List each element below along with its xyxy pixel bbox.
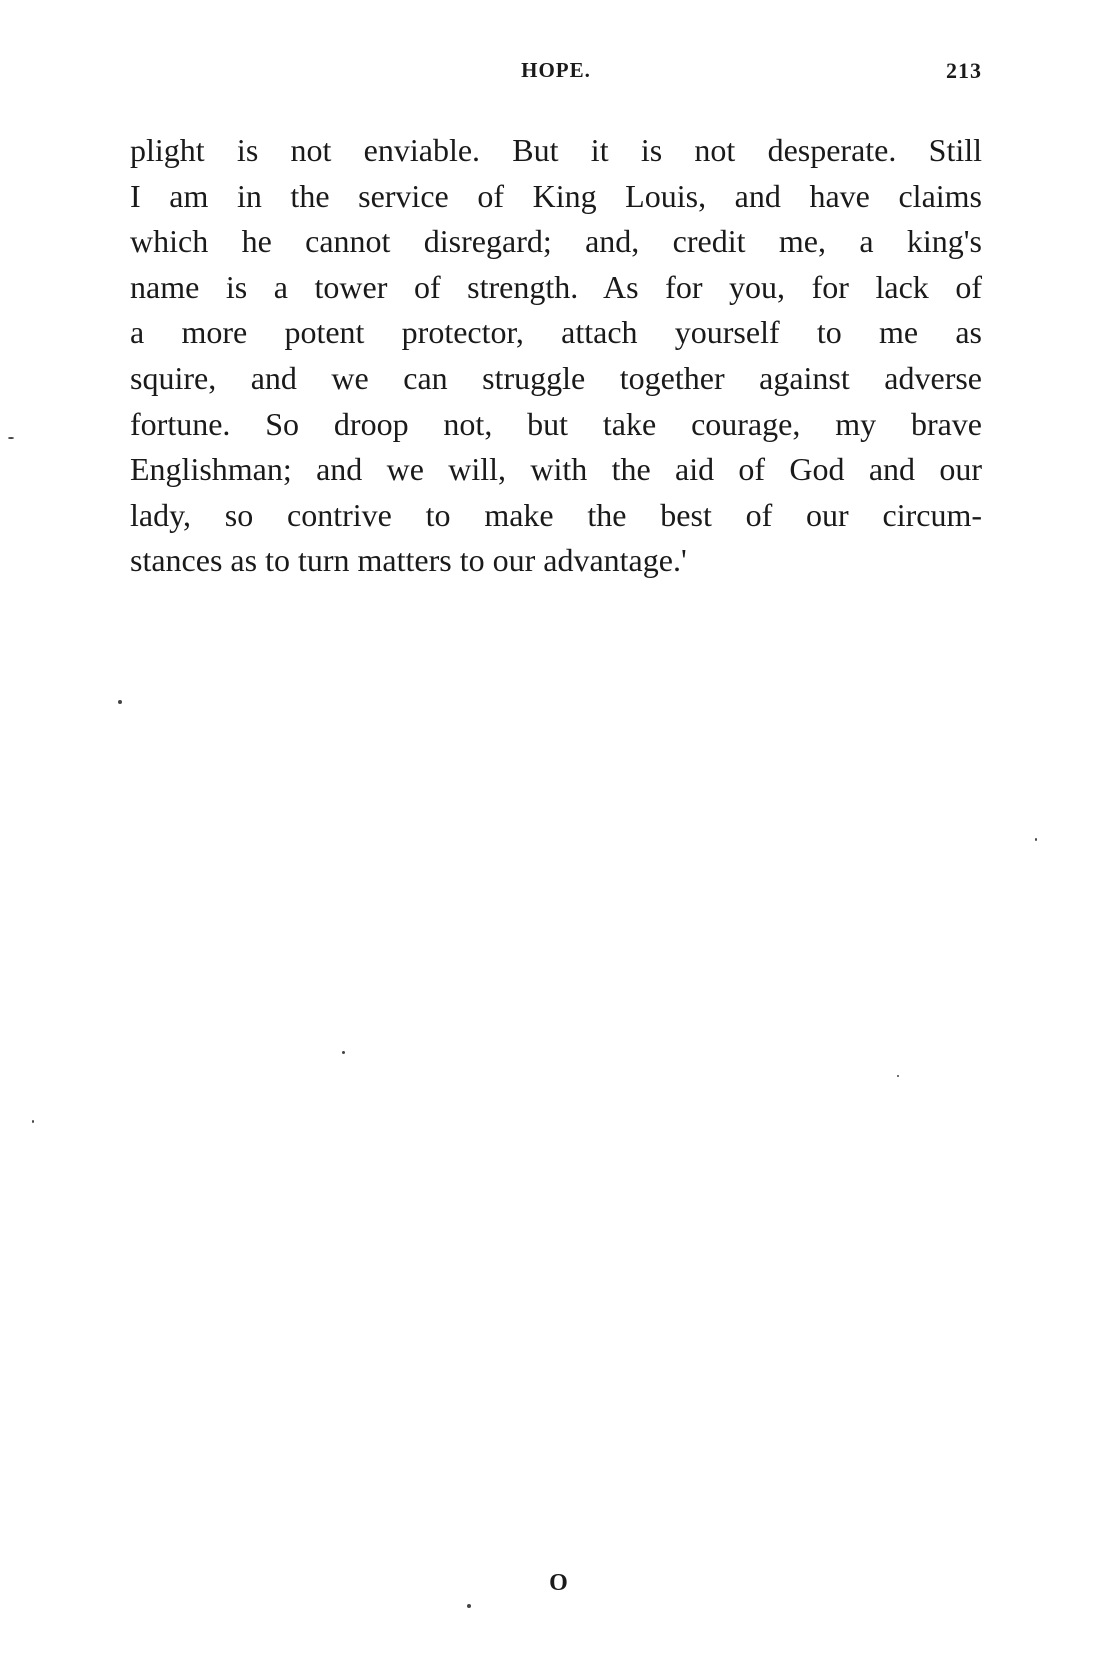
scan-speck [1035, 838, 1037, 841]
scan-speck [8, 437, 14, 439]
running-head [130, 58, 982, 88]
text-line: stances as to turn matters to our advantage.' [130, 542, 687, 579]
page-number: 213 [946, 58, 982, 83]
scan-speck [118, 700, 122, 704]
scan-speck [467, 1604, 471, 1608]
scan-speck [32, 1120, 34, 1123]
text-line: Englishman; and we will, with the aid of God and our [130, 451, 982, 488]
signature-mark: O [549, 1570, 568, 1596]
body-paragraph [130, 128, 982, 584]
text-line: a more potent protector, attach yourself to me as [130, 314, 982, 351]
text-line: squire, and we can struggle together against adverse [130, 359, 982, 396]
scan-speck [897, 1075, 899, 1077]
text-line: fortune. So droop not, but take courage, my brave [130, 405, 982, 442]
text-line: name is a tower of strength. As for you, for lack of [130, 268, 982, 305]
text-line: I am in the service of King Louis, and have claims [130, 177, 982, 214]
text-line: lady, so contrive to make the best of our circum- [130, 496, 982, 533]
scan-speck [342, 1051, 345, 1054]
text-line: plight is not enviable. But it is not desperate. Still [130, 132, 982, 168]
chapter-title: HOPE. [521, 58, 591, 82]
text-line: which he cannot disregard; and, credit me, a king's [130, 223, 982, 260]
